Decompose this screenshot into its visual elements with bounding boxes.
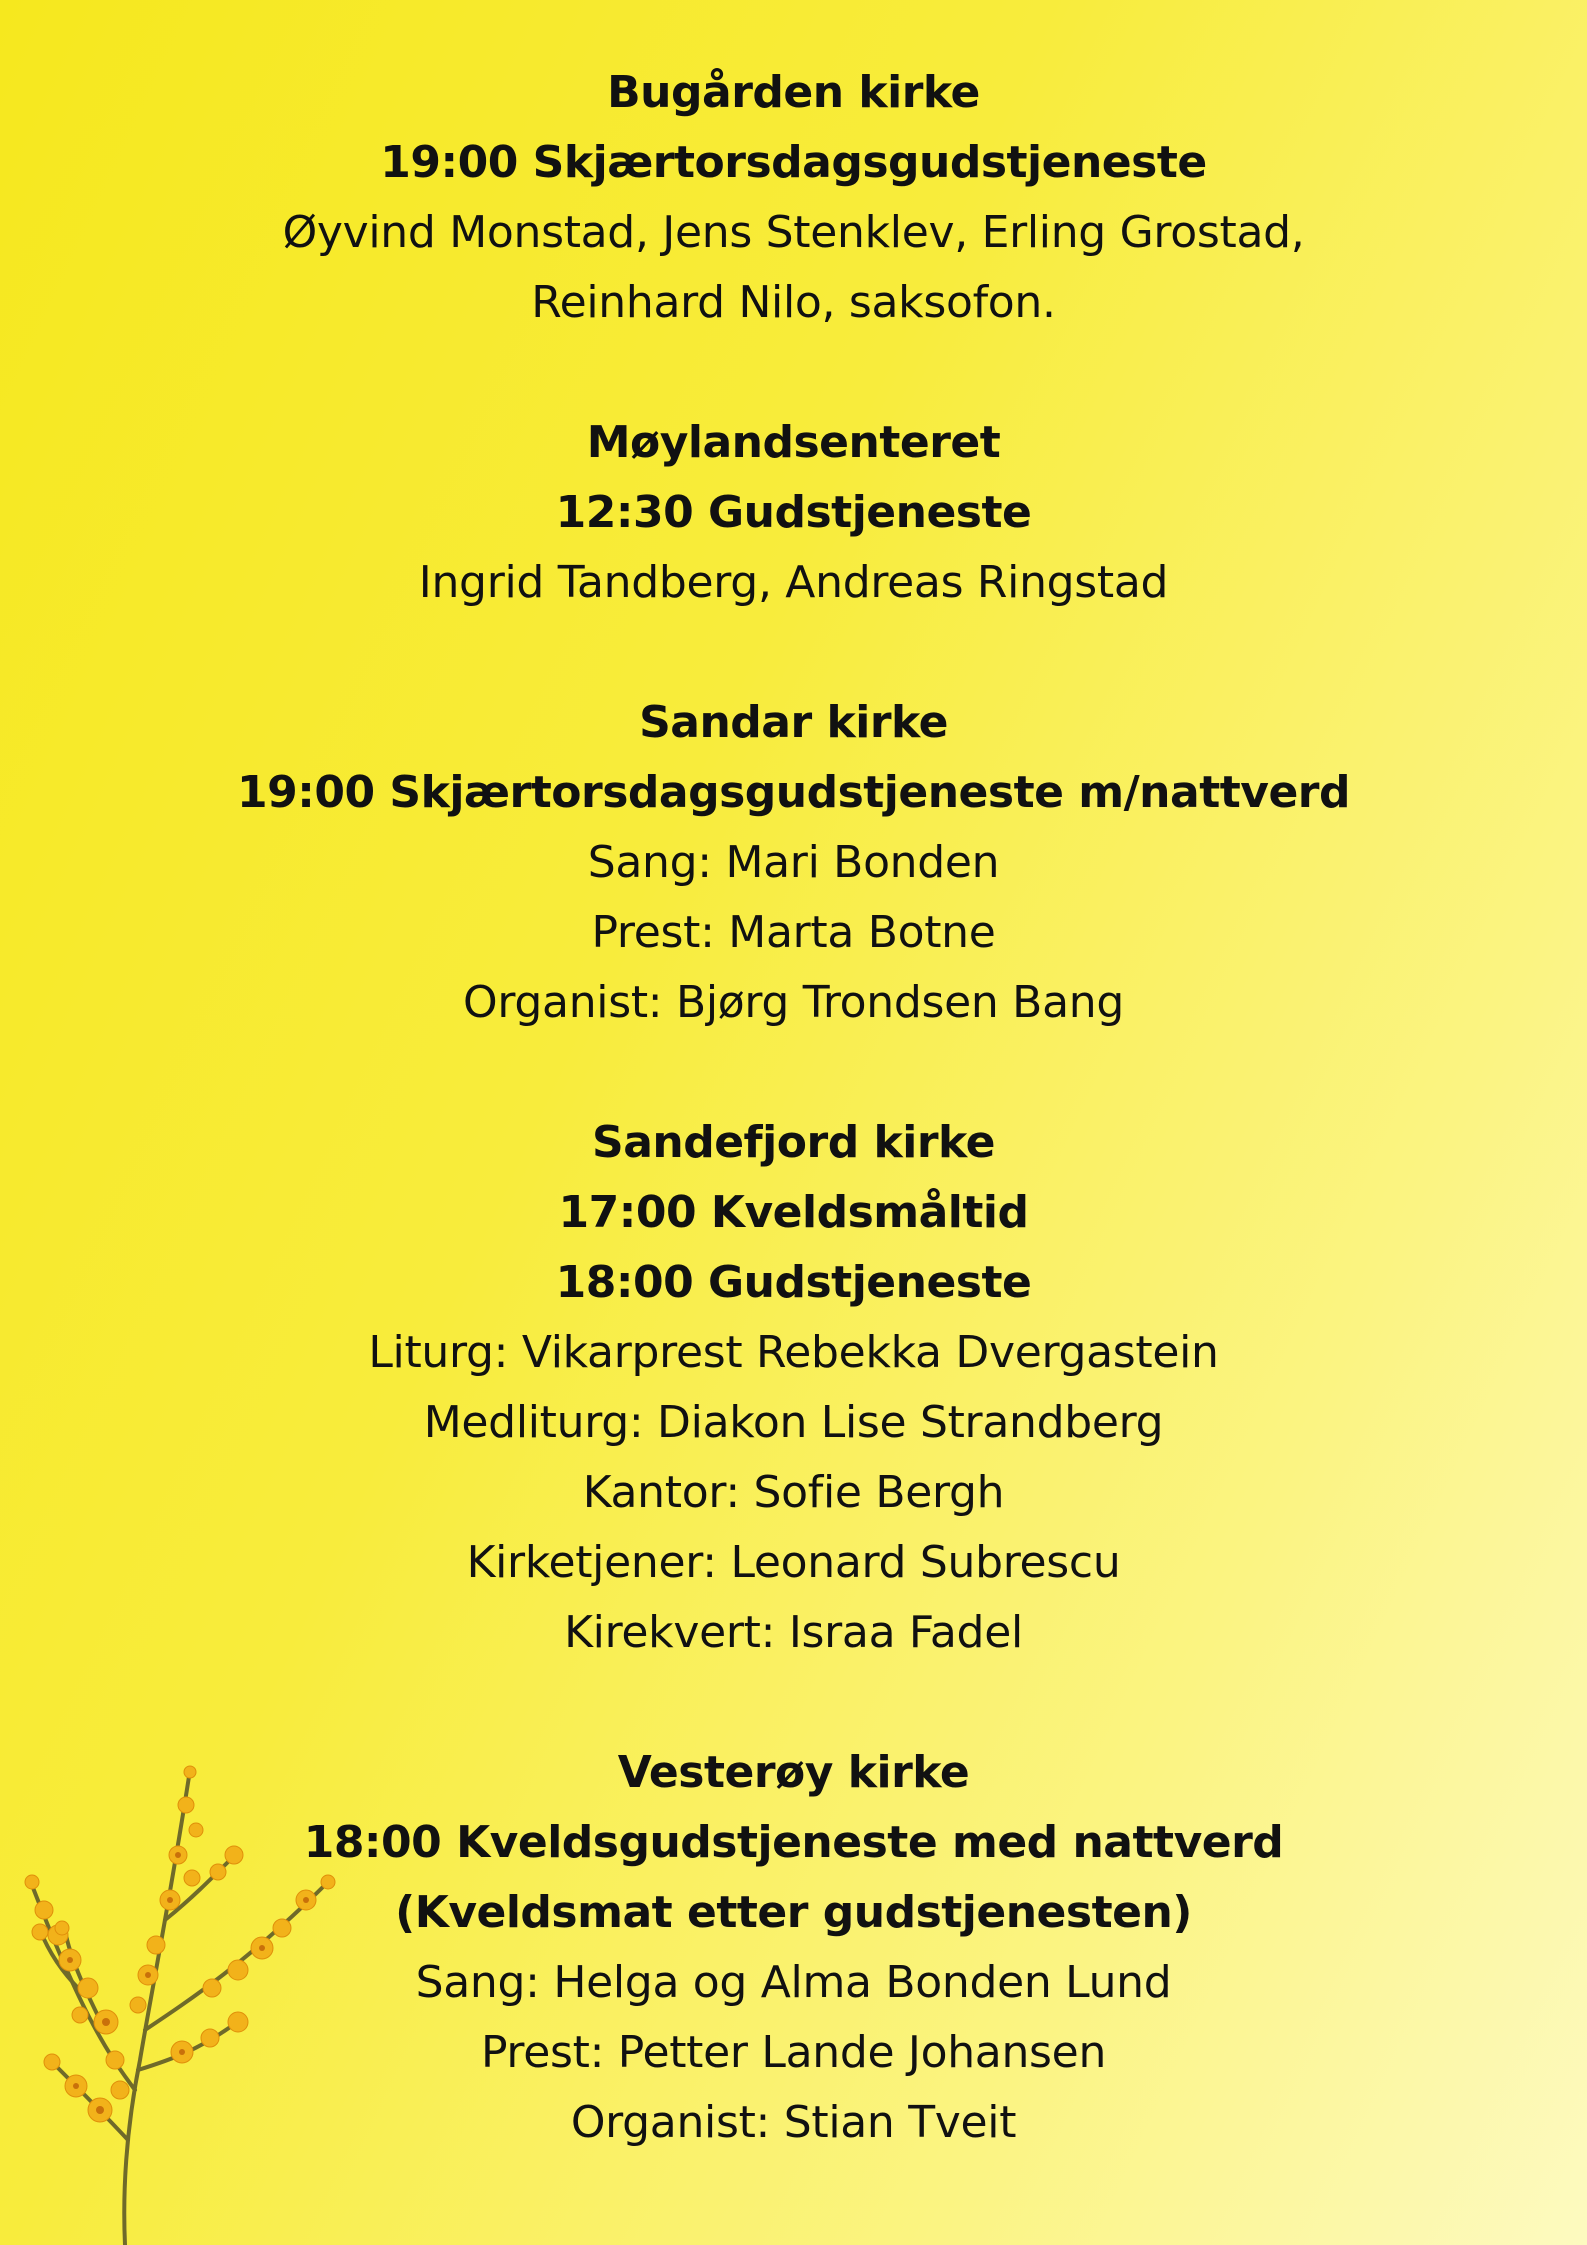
forsythia-branch-icon xyxy=(10,1760,340,2245)
church-section-moylandsenteret xyxy=(0,408,1587,618)
church-section-sandefjord xyxy=(0,1108,1587,1668)
service-time: 19:00 Skjærtorsdagsgudstjeneste m/nattverd xyxy=(237,767,1350,818)
service-time: 19:00 Skjærtorsdagsgudstjeneste xyxy=(380,137,1207,188)
place-name: Vesterøy kirke xyxy=(617,1747,970,1798)
service-time: 12:30 Gudstjeneste xyxy=(555,487,1032,538)
detail-line: Medliturg: Diakon Lise Strandberg xyxy=(423,1397,1164,1448)
detail-line: Øyvind Monstad, Jens Stenklev, Erling Grostad, xyxy=(282,207,1305,258)
detail-line: Kirekvert: Israa Fadel xyxy=(564,1607,1023,1658)
detail-line: Prest: Marta Botne xyxy=(591,907,996,958)
detail-line: Prest: Petter Lande Johansen xyxy=(480,2027,1107,2078)
detail-line: Liturg: Vikarprest Rebekka Dvergastein xyxy=(368,1327,1219,1378)
branch-stems xyxy=(30,1770,330,2245)
detail-line: Sang: Helga og Alma Bonden Lund xyxy=(415,1957,1172,2008)
detail-line: Ingrid Tandberg, Andreas Ringstad xyxy=(418,557,1169,608)
detail-line: Kantor: Sofie Bergh xyxy=(582,1467,1005,1518)
detail-line: Organist: Stian Tveit xyxy=(570,2097,1017,2148)
service-time: 18:00 Kveldsgudstjeneste med nattverd xyxy=(303,1817,1284,1868)
church-section-sandar xyxy=(0,688,1587,1038)
service-note: (Kveldsmat etter gudstjenesten) xyxy=(395,1887,1192,1938)
detail-line: Sang: Mari Bonden xyxy=(587,837,1000,888)
detail-line: Kirketjener: Leonard Subrescu xyxy=(466,1537,1121,1588)
service-time: 18:00 Gudstjeneste xyxy=(555,1257,1032,1308)
detail-line: Reinhard Nilo, saksofon. xyxy=(531,277,1056,328)
detail-line: Organist: Bjørg Trondsen Bang xyxy=(463,977,1124,1028)
flower-centers xyxy=(67,1852,309,2114)
place-name: Sandar kirke xyxy=(639,697,948,748)
place-name: Sandefjord kirke xyxy=(592,1117,995,1168)
place-name: Møylandsenteret xyxy=(586,417,1001,468)
branch-flowers xyxy=(25,1766,335,2122)
place-name: Bugården kirke xyxy=(607,67,980,118)
service-time: 17:00 Kveldsmåltid xyxy=(558,1187,1029,1238)
church-section-bugarden xyxy=(0,58,1587,338)
